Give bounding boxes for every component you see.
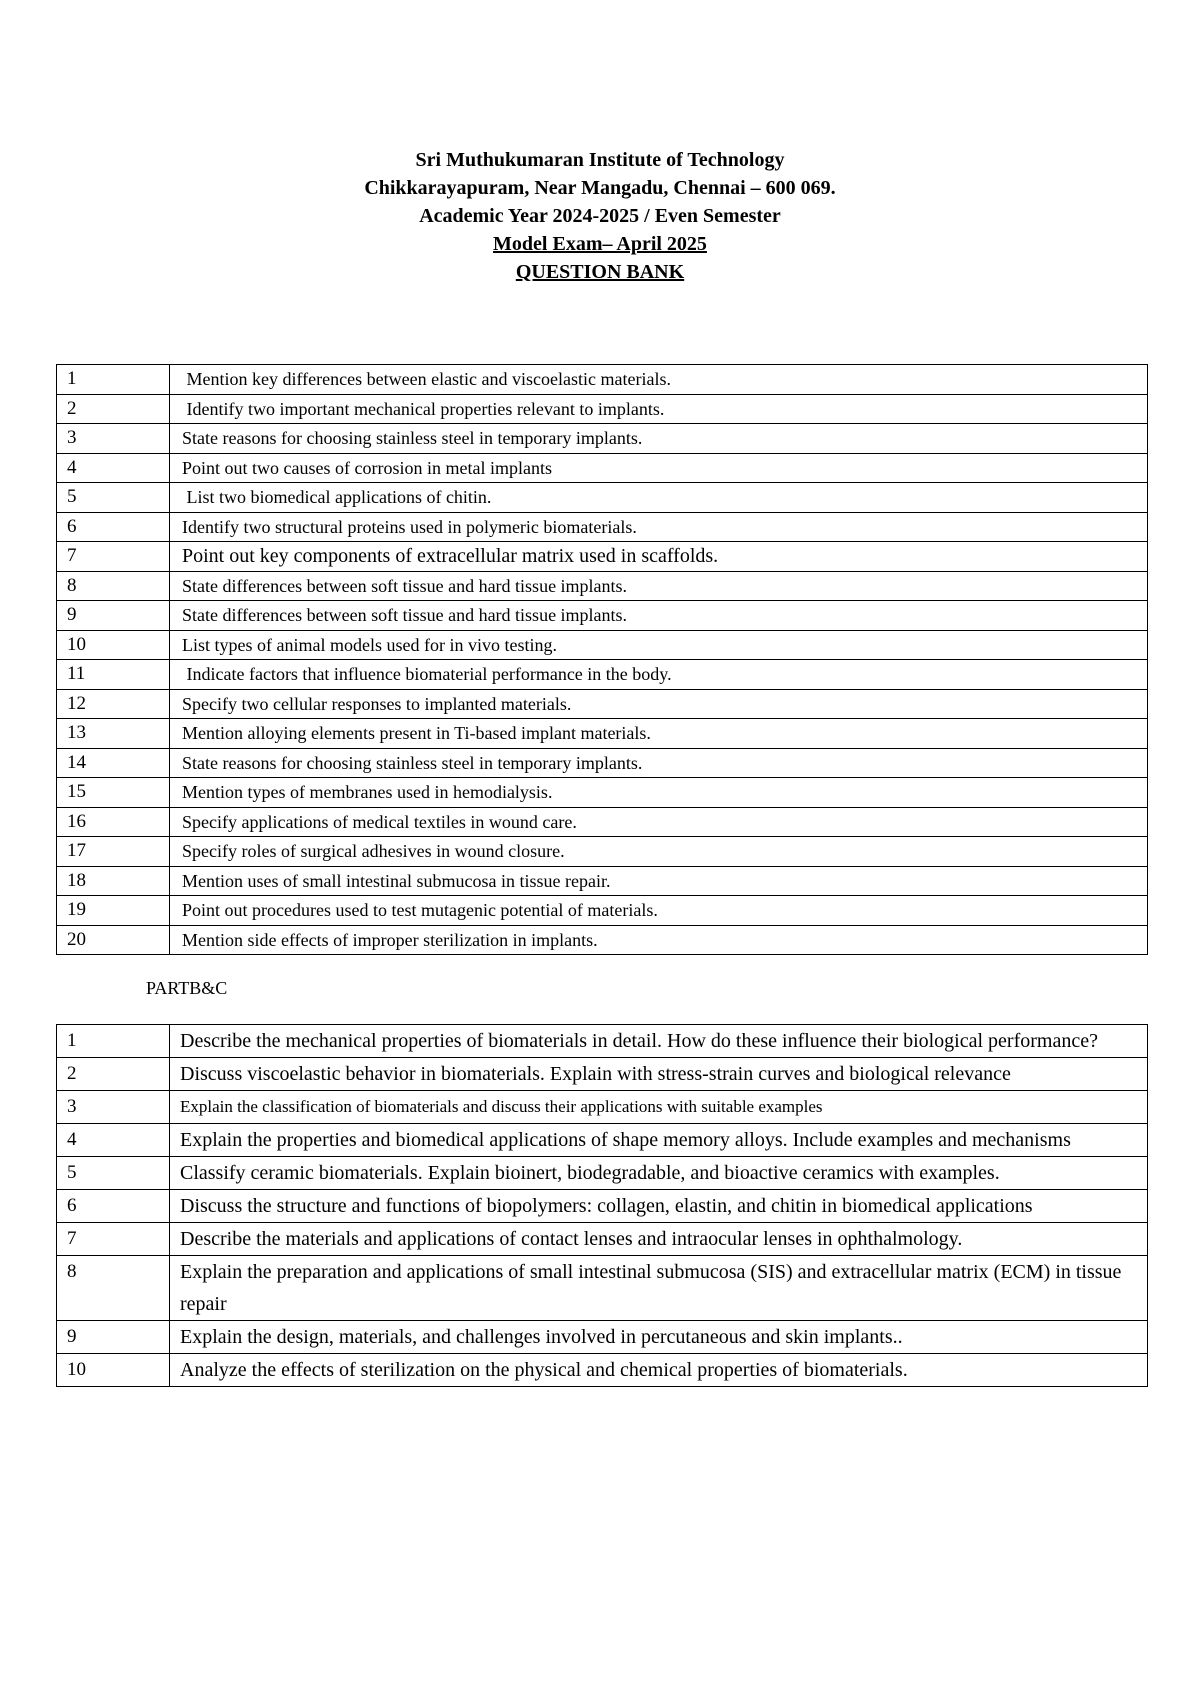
question-row bbox=[57, 542, 1148, 572]
question-number: 19 bbox=[57, 896, 170, 926]
question-text: Classify ceramic biomaterials. Explain bioinert, biodegradable, and bioactive ceramics with examples. bbox=[170, 1157, 1148, 1190]
institute-name: Sri Muthukumaran Institute of Technology bbox=[415, 149, 785, 171]
question-text: Describe the mechanical properties of biomaterials in detail. How do these influence their biological performance? bbox=[170, 1025, 1148, 1058]
question-row bbox=[57, 394, 1148, 424]
question-text: Explain the preparation and applications of small intestinal submucosa (SIS) and extracellular matrix (ECM) in tissue repair bbox=[170, 1256, 1148, 1321]
question-number: 2 bbox=[57, 1058, 170, 1091]
question-row bbox=[57, 748, 1148, 778]
question-text: Point out two causes of corrosion in metal implants bbox=[170, 453, 1148, 483]
question-number: 11 bbox=[57, 660, 170, 690]
document-header bbox=[0, 146, 1200, 286]
question-number: 14 bbox=[57, 748, 170, 778]
question-text: Describe the materials and applications of contact lenses and intraocular lenses in ophthalmology. bbox=[170, 1223, 1148, 1256]
question-number: 3 bbox=[57, 1091, 170, 1124]
institute-address: Chikkarayapuram, Near Mangadu, Chennai – 600 069. bbox=[364, 177, 836, 199]
question-number: 5 bbox=[57, 483, 170, 513]
question-text: Identify two important mechanical properties relevant to implants. bbox=[170, 394, 1148, 424]
question-row bbox=[57, 1025, 1148, 1058]
question-row bbox=[57, 1091, 1148, 1124]
question-number: 17 bbox=[57, 837, 170, 867]
question-text: List types of animal models used for in vivo testing. bbox=[170, 630, 1148, 660]
question-row bbox=[57, 660, 1148, 690]
question-number: 18 bbox=[57, 866, 170, 896]
question-row bbox=[57, 1321, 1148, 1354]
document-title: QUESTION BANK bbox=[515, 261, 685, 283]
question-text: Specify roles of surgical adhesives in wound closure. bbox=[170, 837, 1148, 867]
question-text: Discuss viscoelastic behavior in biomaterials. Explain with stress-strain curves and biological relevance bbox=[170, 1058, 1148, 1091]
question-row bbox=[57, 837, 1148, 867]
question-text: Specify two cellular responses to implanted materials. bbox=[170, 689, 1148, 719]
question-text: Explain the properties and biomedical applications of shape memory alloys. Include examples and mechanisms bbox=[170, 1124, 1148, 1157]
question-number: 10 bbox=[57, 630, 170, 660]
question-number: 6 bbox=[57, 512, 170, 542]
part-bc-question-table bbox=[56, 1024, 1148, 1387]
question-row bbox=[57, 896, 1148, 926]
question-row bbox=[57, 630, 1148, 660]
question-text: Discuss the structure and functions of biopolymers: collagen, elastin, and chitin in biomedical applications bbox=[170, 1190, 1148, 1223]
question-number: 7 bbox=[57, 1223, 170, 1256]
question-text: Explain the design, materials, and challenges involved in percutaneous and skin implants.. bbox=[170, 1321, 1148, 1354]
question-number: 3 bbox=[57, 424, 170, 454]
question-text: Mention alloying elements present in Ti-based implant materials. bbox=[170, 719, 1148, 749]
question-number: 4 bbox=[57, 1124, 170, 1157]
question-row bbox=[57, 571, 1148, 601]
question-row bbox=[57, 1223, 1148, 1256]
question-number: 20 bbox=[57, 925, 170, 955]
question-row bbox=[57, 1190, 1148, 1223]
question-text: State reasons for choosing stainless steel in temporary implants. bbox=[170, 748, 1148, 778]
question-row bbox=[57, 1124, 1148, 1157]
question-row bbox=[57, 1354, 1148, 1387]
question-row bbox=[57, 424, 1148, 454]
question-row bbox=[57, 719, 1148, 749]
question-number: 7 bbox=[57, 542, 170, 572]
question-number: 12 bbox=[57, 689, 170, 719]
part-a-question-table bbox=[56, 364, 1148, 955]
question-text: Mention uses of small intestinal submucosa in tissue repair. bbox=[170, 866, 1148, 896]
question-number: 15 bbox=[57, 778, 170, 808]
question-number: 16 bbox=[57, 807, 170, 837]
question-number: 1 bbox=[57, 365, 170, 395]
academic-year: Academic Year 2024-2025 / Even Semester bbox=[419, 205, 781, 227]
question-row bbox=[57, 866, 1148, 896]
question-row bbox=[57, 453, 1148, 483]
question-number: 8 bbox=[57, 1256, 170, 1321]
question-text: Specify applications of medical textiles in wound care. bbox=[170, 807, 1148, 837]
question-number: 4 bbox=[57, 453, 170, 483]
question-text: Analyze the effects of sterilization on the physical and chemical properties of biomaterials. bbox=[170, 1354, 1148, 1387]
question-row bbox=[57, 601, 1148, 631]
question-text: Identify two structural proteins used in polymeric biomaterials. bbox=[170, 512, 1148, 542]
question-text: Explain the classification of biomaterials and discuss their applications with suitable examples bbox=[170, 1091, 1148, 1124]
question-number: 9 bbox=[57, 601, 170, 631]
question-number: 6 bbox=[57, 1190, 170, 1223]
part-bc-title: PARTB&C bbox=[146, 978, 228, 998]
question-text: Mention key differences between elastic and viscoelastic materials. bbox=[170, 365, 1148, 395]
question-number: 5 bbox=[57, 1157, 170, 1190]
question-text: State differences between soft tissue and hard tissue implants. bbox=[170, 571, 1148, 601]
question-row bbox=[57, 483, 1148, 513]
question-row bbox=[57, 1058, 1148, 1091]
question-number: 8 bbox=[57, 571, 170, 601]
question-row bbox=[57, 512, 1148, 542]
question-text: Indicate factors that influence biomaterial performance in the body. bbox=[170, 660, 1148, 690]
question-row bbox=[57, 689, 1148, 719]
question-text: Point out key components of extracellular matrix used in scaffolds. bbox=[170, 542, 1148, 572]
question-number: 1 bbox=[57, 1025, 170, 1058]
question-number: 13 bbox=[57, 719, 170, 749]
question-text: List two biomedical applications of chitin. bbox=[170, 483, 1148, 513]
question-number: 2 bbox=[57, 394, 170, 424]
exam-title: Model Exam– April 2025 bbox=[493, 233, 707, 255]
question-row bbox=[57, 925, 1148, 955]
question-number: 9 bbox=[57, 1321, 170, 1354]
question-text: Point out procedures used to test mutagenic potential of materials. bbox=[170, 896, 1148, 926]
question-row bbox=[57, 1256, 1148, 1321]
question-text: Mention types of membranes used in hemodialysis. bbox=[170, 778, 1148, 808]
question-text: Mention side effects of improper sterilization in implants. bbox=[170, 925, 1148, 955]
question-row bbox=[57, 1157, 1148, 1190]
question-row bbox=[57, 807, 1148, 837]
question-text: State reasons for choosing stainless steel in temporary implants. bbox=[170, 424, 1148, 454]
question-text: State differences between soft tissue and hard tissue implants. bbox=[170, 601, 1148, 631]
question-number: 10 bbox=[57, 1354, 170, 1387]
question-row bbox=[57, 778, 1148, 808]
question-row bbox=[57, 365, 1148, 395]
